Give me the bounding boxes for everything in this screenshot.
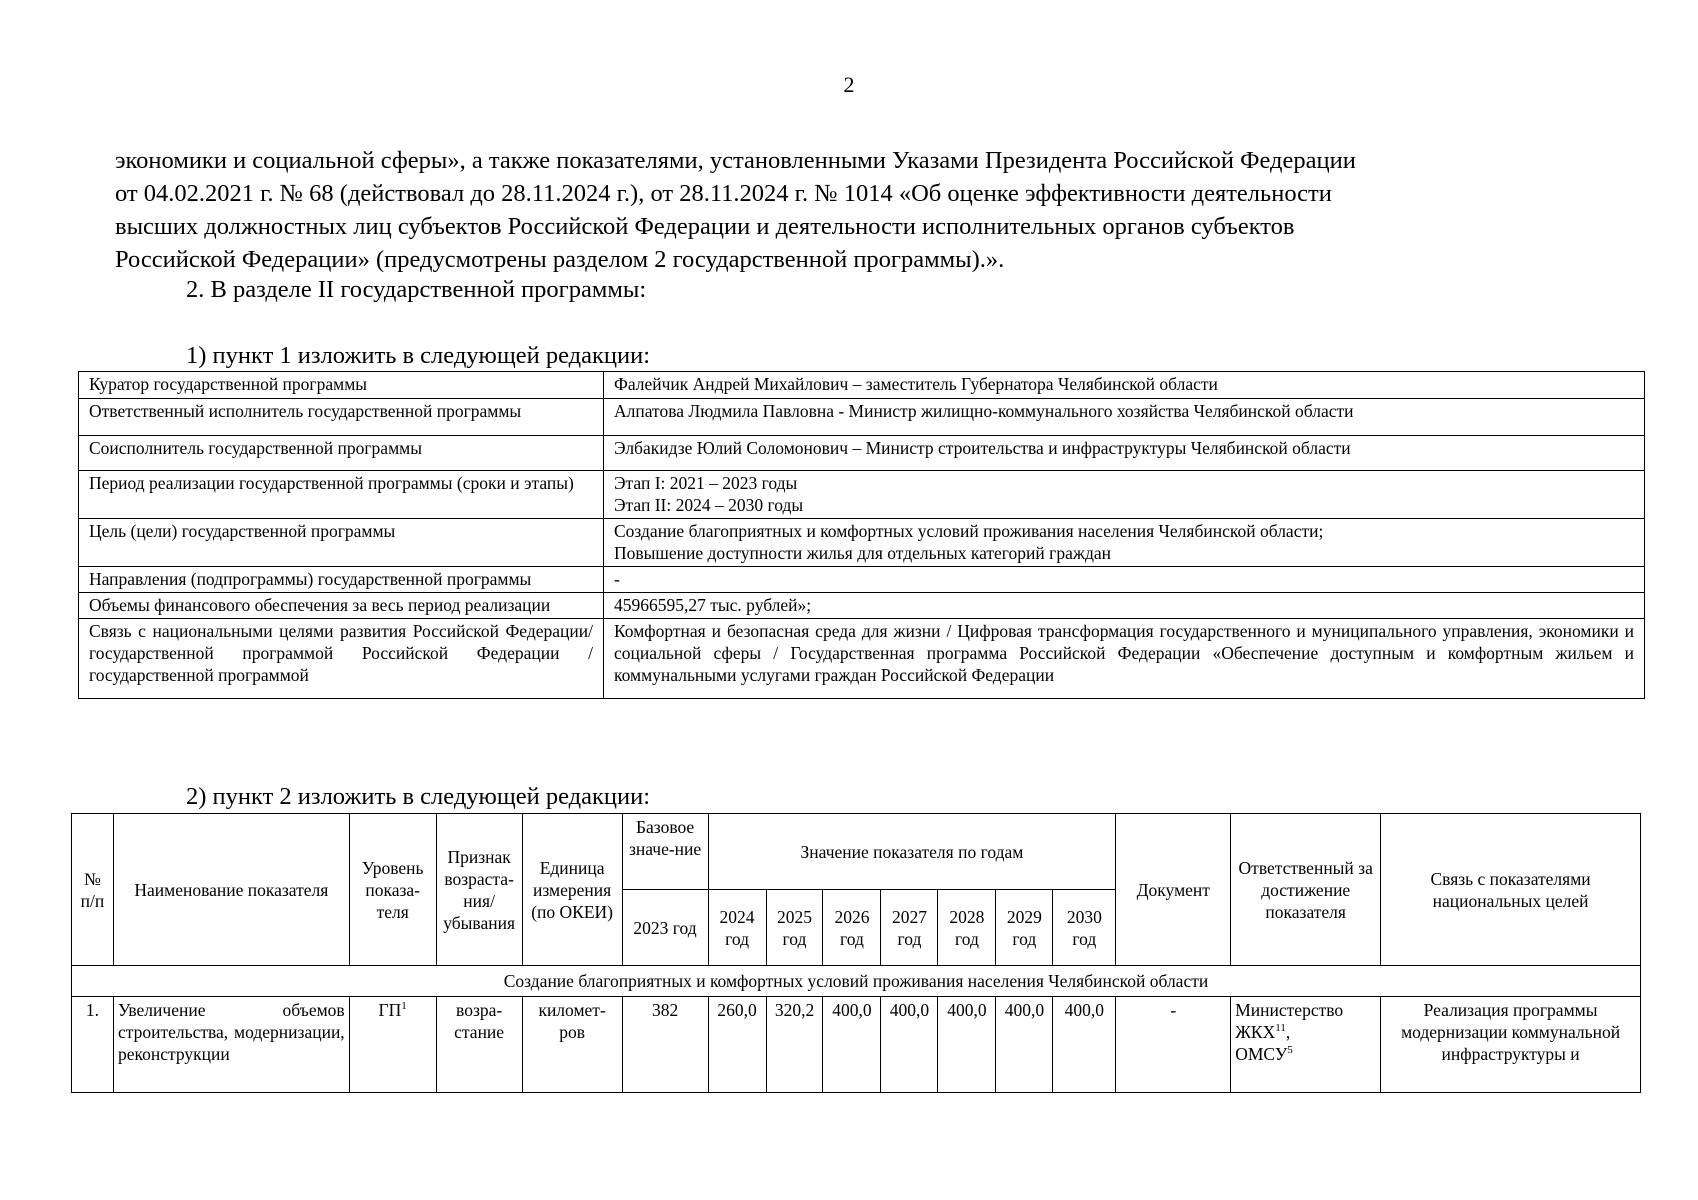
row-label: Период реализации государственной программы (сроки и этапы) xyxy=(79,471,604,519)
header-year: 2030 год xyxy=(1053,890,1116,966)
header-link: Связь с показателями национальных целей xyxy=(1381,814,1641,966)
row-value: Элбакидзе Юлий Соломонович – Министр строительства и инфраструктуры Челябинской области xyxy=(604,436,1645,471)
table-row xyxy=(79,399,1645,436)
cell-value: 260,0 xyxy=(708,997,766,1093)
header-unit: Единица измерения (по ОКЕИ) xyxy=(522,814,622,966)
cell-value: 320,2 xyxy=(766,997,823,1093)
cell-base: 382 xyxy=(622,997,708,1093)
header-base: Базовое значе-ние xyxy=(622,814,708,890)
intro-line: Российской Федерации» (предусмотрены разделом 2 государственной программы).». xyxy=(115,246,1005,273)
cell-unit: километ-ров xyxy=(522,997,622,1093)
goal-row-text: Создание благоприятных и комфортных условий проживания населения Челябинской области xyxy=(72,966,1641,997)
row-value xyxy=(604,519,1645,567)
intro-line: высших должностных лиц субъектов Российской Федерации и деятельности исполнительных органов субъектов xyxy=(115,213,1295,240)
row-label: Направления (подпрограммы) государственной программы xyxy=(79,567,604,593)
table-row xyxy=(79,567,1645,593)
header-year: 2028 год xyxy=(938,890,996,966)
header-values-by-year: Значение показателя по годам xyxy=(708,814,1116,890)
indicators-table xyxy=(71,813,1641,1093)
section-2-heading: 2) пункт 2 изложить в следующей редакции: xyxy=(186,783,651,810)
responsible-text: Министерство ЖКХ xyxy=(1235,1000,1344,1042)
header-year: 2026 год xyxy=(823,890,881,966)
row-label: Ответственный исполнитель государственной программы xyxy=(79,399,604,436)
row-value: Фалейчик Андрей Михайлович – заместитель Губернатора Челябинской области xyxy=(604,372,1645,399)
responsible-text: ОМСУ xyxy=(1235,1044,1288,1064)
point-2-heading: 2. В разделе II государственной программы: xyxy=(186,276,647,303)
table-row xyxy=(79,372,1645,399)
cell-value: 400,0 xyxy=(1053,997,1116,1093)
level-footnote: 1 xyxy=(401,1000,407,1013)
goal-row xyxy=(72,966,1641,997)
row-value: 45966595,27 тыс. рублей»; xyxy=(604,593,1645,619)
header-year: 2024 год xyxy=(708,890,766,966)
header-sign: Признак возраста-ния/ убывания xyxy=(436,814,522,966)
header-year: 2027 год xyxy=(881,890,938,966)
cell-value: 400,0 xyxy=(938,997,996,1093)
table-row xyxy=(72,997,1641,1093)
header-year: 2025 год xyxy=(766,890,823,966)
row-value: Алпатова Людмила Павловна - Министр жилищно-коммунального хозяйства Челябинской области xyxy=(604,399,1645,436)
row-value: - xyxy=(604,567,1645,593)
header-base-year: 2023 год xyxy=(622,890,708,966)
intro-line: экономики и социальной сферы», а также показателями, установленными Указами Президента Российской Федерации xyxy=(115,147,1356,174)
section-1-heading: 1) пункт 1 изложить в следующей редакции: xyxy=(186,342,651,369)
cell-value: 400,0 xyxy=(881,997,938,1093)
row-label: Куратор государственной программы xyxy=(79,372,604,399)
responsible-footnote: 11 xyxy=(1275,1022,1286,1035)
header-name: Наименование показателя xyxy=(113,814,349,966)
cell-responsible xyxy=(1231,997,1381,1093)
cell-value: 400,0 xyxy=(823,997,881,1093)
row-value: Комфортная и безопасная среда для жизни / Цифровая трансформация государственного и муниципального управления, экономики и социальной сферы / Государственная программа Российской Федерации «Обеспечение доступным и комфортным жильем и коммунальными услугами граждан Российской Федерации xyxy=(604,619,1645,699)
level-text: ГП xyxy=(378,1000,402,1020)
cell-value: 400,0 xyxy=(996,997,1053,1093)
row-label: Связь с национальными целями развития Российской Федерации/ государственной программой Российской Федерации / государственной программой xyxy=(79,619,604,699)
page-number: 2 xyxy=(843,72,855,97)
cell-level xyxy=(349,997,436,1093)
header-num: № п/п xyxy=(72,814,114,966)
table-row xyxy=(79,619,1645,699)
responsible-footnote: 5 xyxy=(1287,1044,1293,1057)
header-document: Документ xyxy=(1116,814,1231,966)
cell-sign: возра-стание xyxy=(436,997,522,1093)
cell-link: Реализация программы модернизации коммунальной инфраструктуры и xyxy=(1381,997,1641,1093)
row-label: Соисполнитель государственной программы xyxy=(79,436,604,471)
row-value xyxy=(604,471,1645,519)
cell-name: Увеличение объемов строительства, модернизации, реконструкции xyxy=(113,997,349,1093)
header-year: 2029 год xyxy=(996,890,1053,966)
row-label: Цель (цели) государственной программы xyxy=(79,519,604,567)
stage-1: Этап I: 2021 – 2023 годы xyxy=(614,473,798,493)
row-label: Объемы финансового обеспечения за весь период реализации xyxy=(79,593,604,619)
intro-paragraph xyxy=(115,144,1583,276)
intro-line: от 04.02.2021 г. № 68 (действовал до 28.11.2024 г.), от 28.11.2024 г. № 1014 «Об оценке эффективности деятельности xyxy=(115,180,1332,207)
table-row xyxy=(79,519,1645,567)
cell-num: 1. xyxy=(72,997,114,1093)
stage-2: Этап II: 2024 – 2030 годы xyxy=(614,495,804,515)
responsible-separator: , xyxy=(1285,1022,1291,1042)
goal-1: Создание благоприятных и комфортных условий проживания населения Челябинской области; xyxy=(614,521,1324,541)
header-row xyxy=(72,814,1641,890)
table-row xyxy=(79,471,1645,519)
header-responsible: Ответственный за достижение показателя xyxy=(1231,814,1381,966)
cell-document: - xyxy=(1116,997,1231,1093)
table-row xyxy=(79,436,1645,471)
table-row xyxy=(79,593,1645,619)
header-level: Уровень показа-теля xyxy=(349,814,436,966)
program-passport-table xyxy=(78,371,1645,699)
goal-2: Повышение доступности жилья для отдельных категорий граждан xyxy=(614,543,1111,563)
